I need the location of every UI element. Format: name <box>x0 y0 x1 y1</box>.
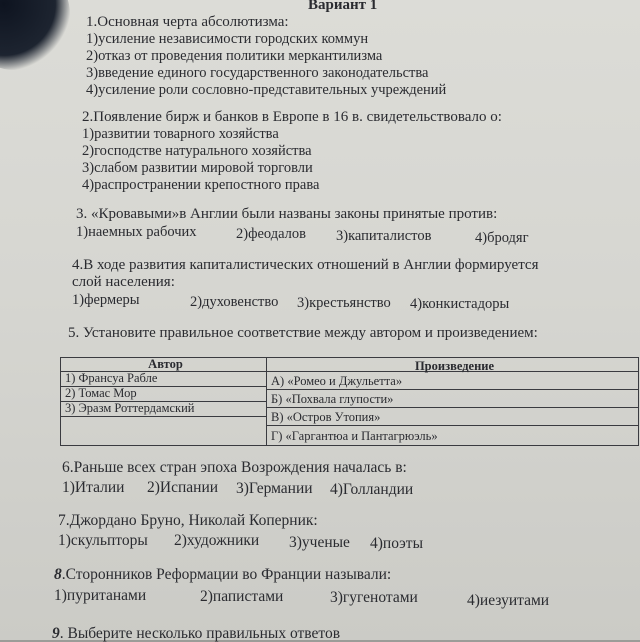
q4-option-2: 2)духовенство <box>190 294 279 310</box>
question-8 <box>54 567 391 583</box>
table-header-work: Произведение <box>267 358 639 372</box>
q3-option-2: 2)феодалов <box>236 226 307 242</box>
q8-option-3: 3)гугенотами <box>330 589 418 606</box>
q1-option-4: 4)усиление роли сословно-представительных учреждений <box>86 82 447 98</box>
table-work-d: Г) «Гаргантюа и Пантагрюэль» <box>267 426 639 446</box>
question-9-text: . Выберите несколько правильных ответов <box>59 625 341 642</box>
question-2: 2.Появление бирж и банков в Европе в 16 в. свидетельствовало о: <box>82 109 502 125</box>
question-4-line2: слой населения: <box>72 274 175 290</box>
q8-option-4: 4)иезуитами <box>467 592 550 609</box>
q7-option-2: 2)художники <box>174 532 260 549</box>
q6-option-3: 3)Германии <box>236 480 313 497</box>
q4-option-4: 4)конкистадоры <box>410 296 510 312</box>
table-work-a: А) «Ромео и Джульетта» <box>267 372 639 390</box>
q2-option-1: 1)развитии товарного хозяйства <box>82 126 279 142</box>
table-header-author: Автор <box>61 358 267 372</box>
q2-option-4: 4)распространении крепостного права <box>82 177 320 193</box>
q6-option-1: 1)Италии <box>62 479 125 496</box>
q3-option-4: 4)бродяг <box>475 230 529 246</box>
q4-option-1: 1)фермеры <box>72 292 140 308</box>
q3-option-1: 1)наемных рабочих <box>76 224 197 240</box>
table-author-1: 1) Франсуа Рабле <box>61 372 267 387</box>
table-work-c: В) «Остров Утопия» <box>267 408 639 426</box>
question-1: 1.Основная черта абсолютизма: <box>86 14 289 30</box>
table-author-3: 3) Эразм Роттердамский <box>61 402 267 417</box>
table-work-b: Б) «Похвала глупости» <box>267 390 639 408</box>
q7-option-3: 3)ученые <box>289 534 350 551</box>
q2-option-2: 2)господстве натурального хозяйства <box>82 143 312 159</box>
variant-title: Вариант 1 <box>308 0 378 13</box>
q7-option-1: 1)скульпторы <box>58 532 148 549</box>
q7-option-4: 4)поэты <box>370 535 423 552</box>
table-author-empty <box>61 417 267 446</box>
author-work-table <box>60 357 639 446</box>
q6-option-2: 2)Испании <box>147 479 219 496</box>
q2-option-3: 3)слабом развитии мировой торговли <box>82 160 313 176</box>
q8-option-1: 1)пуританами <box>54 587 147 604</box>
table-author-2: 2) Томас Мор <box>61 387 267 402</box>
question-7: 7.Джордано Бруно, Николай Коперник: <box>58 512 318 529</box>
q3-option-3: 3)капиталистов <box>336 228 432 244</box>
q1-option-1: 1)усиление независимости городских коммун <box>86 31 369 47</box>
question-4: 4.В ходе развития капиталистических отношений в Англии формируется <box>72 257 539 273</box>
q8-option-2: 2)папистами <box>200 588 284 605</box>
q4-option-3: 3)крестьянство <box>297 295 391 311</box>
q1-option-3: 3)введение единого государственного законодательства <box>86 65 429 81</box>
q1-option-2: 2)отказ от проведения политики меркантилизма <box>86 48 383 64</box>
shadow-object <box>0 0 70 70</box>
question-8-number: 8 <box>54 566 62 583</box>
question-3: 3. «Кровавыми»в Англии были названы законы принятые против: <box>76 206 498 222</box>
question-8-text: .Сторонников Реформации во Франции называли: <box>61 566 392 583</box>
question-5: 5. Установите правильное соответствие между автором и произведением: <box>68 325 538 341</box>
question-6: 6.Раньше всех стран эпоха Возрождения началась в: <box>62 459 407 476</box>
question-9-number: 9 <box>52 625 60 642</box>
q6-option-4: 4)Голландии <box>330 481 414 498</box>
